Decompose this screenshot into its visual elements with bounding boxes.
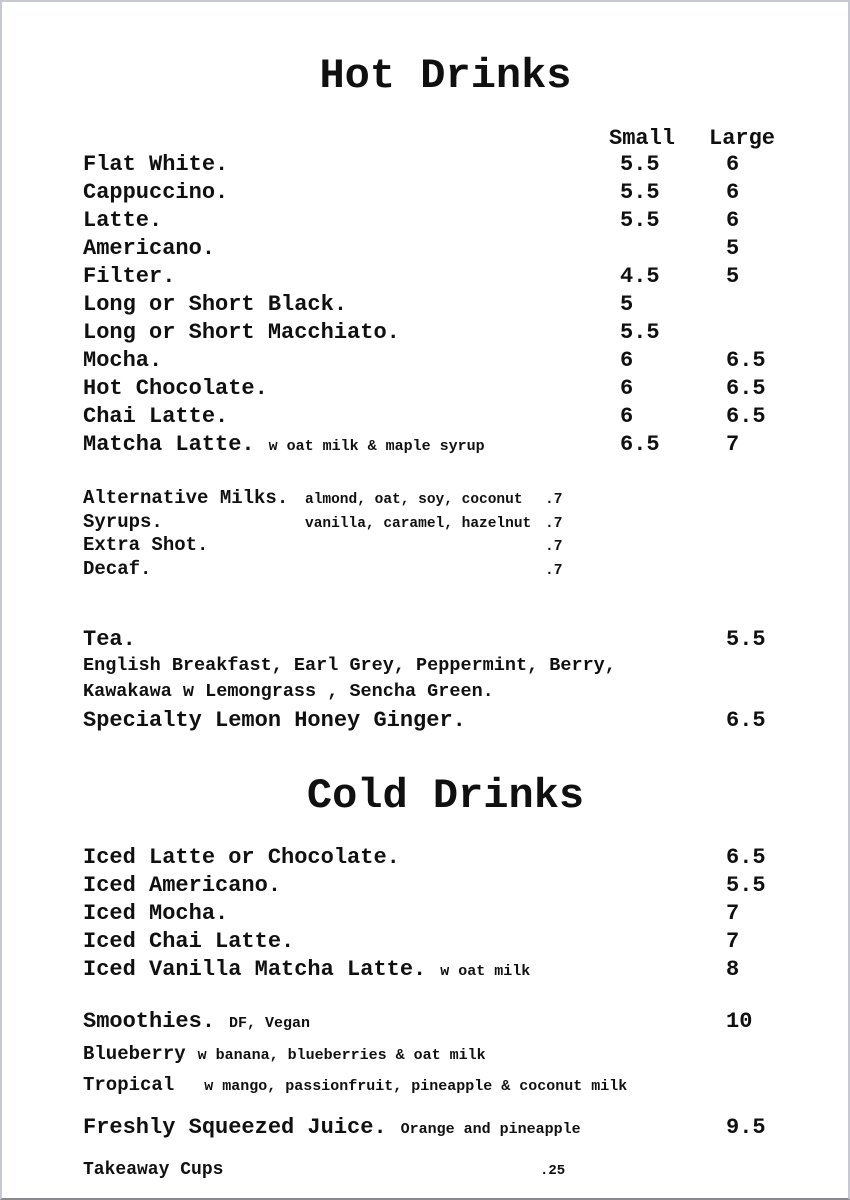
extra-price: .7 (545, 492, 563, 508)
menu-item-row (83, 432, 808, 460)
item-price-small: 6 (620, 376, 634, 401)
item-price-large: 5 (726, 264, 740, 289)
specialty-tea-row (83, 708, 808, 734)
extra-price: .7 (545, 562, 563, 579)
item-price-large: 5 (726, 236, 740, 261)
item-price-small: 6.5 (620, 432, 660, 457)
tea-name: Tea. (83, 627, 136, 652)
item-name-text: Latte. (83, 208, 163, 233)
item-price-small: 5 (620, 292, 634, 317)
takeaway-name: Takeaway Cups (83, 1160, 224, 1180)
item-name (83, 264, 617, 292)
item-price-large: 7 (726, 432, 740, 457)
smoothie-flavor-row (83, 1042, 808, 1068)
column-header-small: Small (609, 126, 676, 151)
menu-item-row (83, 929, 808, 957)
extra-note: almond, oat, soy, coconut (305, 492, 523, 508)
menu-item-row (83, 845, 808, 873)
smoothies-price: 10 (726, 1009, 753, 1034)
item-name (83, 957, 617, 985)
extra-row (83, 488, 808, 512)
menu-item-row (83, 873, 808, 901)
flavor-note: w mango, passionfruit, pineapple & coconut milk (204, 1078, 628, 1095)
item-price-small: 5.5 (620, 208, 660, 233)
item-price-small: 5.5 (620, 152, 660, 177)
item-price-small: 6 (620, 348, 634, 373)
item-name-text: Cappuccino. (83, 180, 229, 205)
item-name (83, 873, 617, 901)
hot-items-list (83, 152, 808, 460)
menu-item-row (83, 292, 808, 320)
item-price: 8 (726, 957, 740, 982)
item-price: 7 (726, 901, 740, 926)
item-name (83, 320, 617, 348)
specialty-tea-name: Specialty Lemon Honey Ginger. (83, 708, 466, 733)
item-name (83, 404, 617, 432)
item-name-text: Matcha Latte. (83, 432, 255, 457)
item-name-text: Iced Vanilla Matcha Latte. (83, 957, 427, 982)
extra-row (83, 535, 808, 559)
item-note: w oat milk (440, 963, 531, 980)
item-price-large: 6.5 (726, 376, 766, 401)
smoothies-note: DF, Vegan (229, 1015, 311, 1032)
extras-list (83, 488, 808, 582)
item-name-text: Filter. (83, 264, 176, 289)
menu-item-row (83, 320, 808, 348)
item-name-text: Americano. (83, 236, 216, 261)
item-name (83, 376, 617, 404)
item-name-text: Iced Chai Latte. (83, 929, 295, 954)
menu-item-row (83, 180, 808, 208)
size-column-headers (83, 126, 808, 152)
item-name (83, 292, 617, 320)
item-name (83, 1115, 617, 1143)
item-price-small: 5.5 (620, 180, 660, 205)
item-name (83, 1009, 617, 1037)
item-price-large: 6 (726, 180, 740, 205)
item-name-text: Chai Latte. (83, 404, 229, 429)
menu-item-row (83, 264, 808, 292)
extra-note: vanilla, caramel, hazelnut (305, 515, 532, 532)
item-name-text: Long or Short Macchiato. (83, 320, 400, 345)
hot-drinks-title: Hot Drinks (319, 52, 572, 100)
takeaway-price: .25 (540, 1163, 566, 1179)
item-name (83, 845, 617, 873)
tea-varieties-line1: English Breakfast, Earl Grey, Peppermint, Berry, (83, 655, 616, 676)
item-name-text: Iced Latte or Chocolate. (83, 845, 400, 870)
menu-item-row (83, 376, 808, 404)
extra-price: .7 (545, 539, 563, 555)
juice-price: 9.5 (726, 1115, 766, 1140)
cold-items-list (83, 845, 808, 985)
juice-note: Orange and pineapple (400, 1121, 581, 1138)
item-price: 7 (726, 929, 740, 954)
column-header-large: Large (709, 126, 776, 151)
menu-item-row (83, 208, 808, 236)
tea-price: 5.5 (726, 627, 766, 652)
item-name (83, 208, 617, 236)
menu-content (2, 52, 848, 1182)
extra-price: .7 (545, 515, 563, 532)
item-name (83, 348, 617, 376)
item-price-small: 5.5 (620, 320, 660, 345)
item-price: 6.5 (726, 845, 766, 870)
item-price-small: 4.5 (620, 264, 660, 289)
item-price-large: 6.5 (726, 404, 766, 429)
item-name-text: Flat White. (83, 152, 229, 177)
takeaway-cups-row (83, 1159, 808, 1182)
item-price-small: 6 (620, 404, 634, 429)
menu-item-row (83, 901, 808, 929)
specialty-tea-price: 6.5 (726, 708, 766, 733)
extra-name: Extra Shot. (83, 534, 209, 556)
tea-row (83, 627, 808, 653)
item-name (83, 152, 617, 180)
flavor-note: w banana, blueberries & oat milk (197, 1047, 486, 1064)
menu-item-row (83, 348, 808, 376)
item-name (83, 432, 617, 460)
menu-item-row (83, 152, 808, 180)
juice-name: Freshly Squeezed Juice. (83, 1115, 387, 1140)
extra-name: Syrups. (83, 510, 163, 533)
menu-item-row (83, 404, 808, 432)
juice-row (83, 1115, 808, 1143)
extra-name: Alternative Milks. (83, 487, 289, 509)
item-name-text: Iced Americano. (83, 873, 282, 898)
item-price-large: 6.5 (726, 348, 766, 373)
flavor-name: Blueberry (83, 1043, 186, 1065)
item-price-large: 6 (726, 152, 740, 177)
item-name (83, 180, 617, 208)
item-name (83, 929, 617, 957)
menu-item-row (83, 957, 808, 985)
menu-item-row (83, 236, 808, 264)
item-note: w oat milk & maple syrup (268, 438, 485, 455)
extra-row (83, 559, 808, 583)
item-price: 5.5 (726, 873, 766, 898)
item-name-text: Mocha. (83, 348, 163, 373)
smoothies-row (83, 1009, 808, 1037)
item-name-text: Hot Chocolate. (83, 376, 268, 401)
item-name-text: Long or Short Black. (83, 292, 348, 317)
tea-varieties-line2: Kawakawa w Lemongrass , Sencha Green. (83, 681, 494, 702)
smoothie-flavor-row (83, 1073, 808, 1099)
extra-name: Decaf. (83, 557, 152, 580)
item-name (83, 901, 617, 929)
extra-row (83, 512, 808, 536)
smoothies-name: Smoothies. (83, 1009, 216, 1034)
item-name (83, 236, 617, 264)
item-price-large: 6 (726, 208, 740, 233)
item-name-text: Iced Mocha. (83, 901, 229, 926)
flavor-name: Tropical (83, 1074, 175, 1096)
cold-drinks-title: Cold Drinks (306, 772, 585, 820)
